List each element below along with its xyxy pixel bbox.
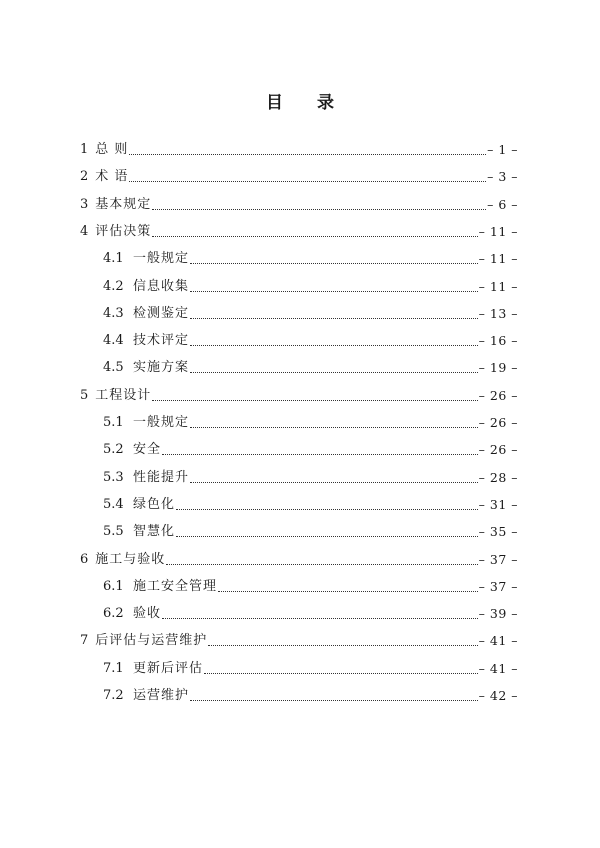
dot-leader (190, 482, 478, 483)
toc-entry-label: 验收 (133, 606, 162, 621)
toc-entry-label: 安全 (133, 442, 162, 457)
toc-entry-label: 一般规定 (133, 251, 190, 266)
dot-leader (204, 673, 478, 674)
toc-entry[interactable] (103, 302, 518, 322)
toc-entry-number: 1 (80, 142, 89, 157)
toc-entry[interactable] (103, 657, 518, 677)
toc-entry-label: 实施方案 (133, 360, 190, 375)
dot-leader (190, 291, 478, 292)
toc-entry-number: 7 (80, 633, 89, 648)
toc-entry-page: – 26 – (478, 415, 518, 430)
toc-entry-page: – 37 – (478, 552, 518, 567)
dot-leader (190, 427, 478, 428)
toc-entry-page: – 31 – (478, 497, 518, 512)
dot-leader (176, 536, 478, 537)
toc-entry[interactable] (103, 493, 518, 513)
toc-entry[interactable] (80, 629, 518, 649)
toc-entry-number: 4.3 (103, 306, 124, 321)
toc-entry-number: 7.2 (103, 688, 124, 703)
dot-leader (129, 181, 486, 182)
toc-entry[interactable] (103, 329, 518, 349)
toc-entry-label: 一般规定 (133, 415, 190, 430)
toc-entry-number: 5.1 (103, 415, 124, 430)
dot-leader (166, 564, 477, 565)
toc-entry-page: – 16 – (478, 333, 518, 348)
toc-entry[interactable] (80, 384, 518, 404)
toc-entry-label: 工程设计 (95, 388, 152, 403)
toc-entry-number: 4.4 (103, 333, 124, 348)
toc-entry-page: – 19 – (478, 360, 518, 375)
toc-entry-label: 施工与验收 (95, 552, 166, 567)
toc-entry-page: – 11 – (478, 251, 518, 266)
dot-leader (162, 454, 478, 455)
toc-entry-label: 绿色化 (133, 497, 176, 512)
toc-entry-number: 5 (80, 388, 89, 403)
toc-entry-page: – 39 – (478, 606, 518, 621)
toc-entry[interactable] (103, 411, 518, 431)
toc-entry[interactable] (80, 165, 518, 185)
dot-leader (152, 400, 477, 401)
toc-entry[interactable] (80, 193, 518, 213)
toc-entry-page: – 11 – (478, 279, 518, 294)
toc-entry[interactable] (103, 438, 518, 458)
toc-entry-label: 技术评定 (133, 333, 190, 348)
toc-entry-number: 4.2 (103, 279, 124, 294)
dot-leader (162, 618, 478, 619)
toc-entry-number: 3 (80, 197, 89, 212)
toc-entry-number: 2 (80, 169, 89, 184)
dot-leader (190, 372, 478, 373)
toc-entry[interactable] (103, 247, 518, 267)
dot-leader (208, 645, 477, 646)
toc-entry-label: 运营维护 (133, 688, 190, 703)
toc-entry[interactable] (103, 602, 518, 622)
toc-entry-number: 4 (80, 224, 89, 239)
toc-entry-number: 4.1 (103, 251, 124, 266)
toc-entry-page: – 37 – (478, 579, 518, 594)
toc-entry-number: 5.5 (103, 524, 124, 539)
dot-leader (190, 700, 478, 701)
toc-entry-label: 信息收集 (133, 279, 190, 294)
toc-entry[interactable] (103, 466, 518, 486)
toc-entry[interactable] (80, 548, 518, 568)
toc-entry-label: 术 语 (95, 169, 129, 184)
toc-entry-page: – 26 – (478, 442, 518, 457)
toc-entry-number: 5.2 (103, 442, 124, 457)
toc-entry-page: – 26 – (478, 388, 518, 403)
toc-entry[interactable] (103, 520, 518, 540)
dot-leader (129, 154, 486, 155)
toc-entry-page: – 41 – (478, 633, 518, 648)
toc-entry-number: 4.5 (103, 360, 124, 375)
toc-entry-label: 检测鉴定 (133, 306, 190, 321)
dot-leader (176, 509, 478, 510)
toc-entry-page: – 11 – (478, 224, 518, 239)
toc-entry-number: 6 (80, 552, 89, 567)
toc-entry-label: 基本规定 (95, 197, 152, 212)
toc-entry[interactable] (103, 684, 518, 704)
toc-entry-number: 6.1 (103, 579, 124, 594)
toc-entry-page: – 42 – (478, 688, 518, 703)
toc-entry-label: 更新后评估 (133, 661, 204, 676)
toc-entry-page: – 1 – (487, 142, 518, 157)
toc-entry-label: 总 则 (95, 142, 129, 157)
toc-entry-page: – 13 – (478, 306, 518, 321)
toc-entry-page: – 28 – (478, 470, 518, 485)
toc-entry-page: – 41 – (478, 661, 518, 676)
toc-entry-number: 5.3 (103, 470, 124, 485)
toc-entry-number: 7.1 (103, 661, 124, 676)
toc-entry-page: – 3 – (487, 169, 518, 184)
toc-entry[interactable] (80, 138, 518, 158)
page-title: 目 录 (266, 93, 348, 113)
toc-entry[interactable] (103, 356, 518, 376)
toc-entry-label: 智慧化 (133, 524, 176, 539)
toc-entry-page: – 35 – (478, 524, 518, 539)
toc-entry[interactable] (103, 575, 518, 595)
dot-leader (190, 263, 478, 264)
toc-entry-label: 施工安全管理 (133, 579, 218, 594)
dot-leader (190, 318, 478, 319)
toc-entry-number: 6.2 (103, 606, 124, 621)
dot-leader (190, 345, 478, 346)
toc-entry-number: 5.4 (103, 497, 124, 512)
toc-entry[interactable] (103, 275, 518, 295)
toc-entry-label: 评估决策 (95, 224, 152, 239)
toc-entry-label: 后评估与运营维护 (95, 633, 208, 648)
dot-leader (152, 209, 486, 210)
toc-entry-page: – 6 – (487, 197, 518, 212)
toc-entry[interactable] (80, 220, 518, 240)
dot-leader (152, 236, 477, 237)
toc-entry-label: 性能提升 (133, 470, 190, 485)
dot-leader (218, 591, 478, 592)
